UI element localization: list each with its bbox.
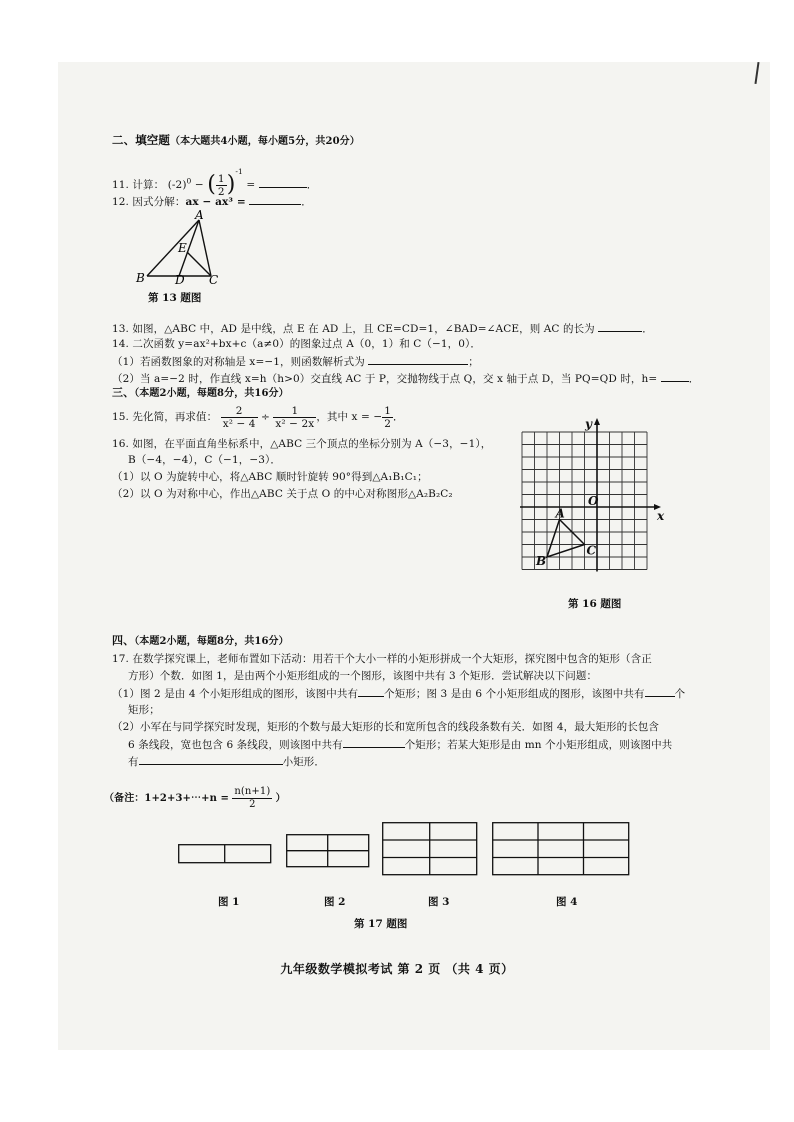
q17-p2c: 个矩形；若某大矩形是由 mn 个小矩形组成，则该图中共: [404, 739, 673, 751]
page-footer: 九年级数学模拟考试 第 2 页 （共 4 页）: [280, 962, 514, 976]
q17-blank-fig4[interactable]: [343, 737, 405, 748]
question-14-part-2: （2）当 a=−2 时，作直线 x=h（h>0）交直线 AC 于 P，交抛物线于点 Q，交 x 轴于点 D，当 PQ=QD 时，h= ．: [112, 373, 700, 385]
section-4-note: （本题2小题，每题8分，共16分）: [134, 636, 289, 647]
q15-c-den: 2: [384, 417, 392, 430]
section-2-header: [112, 133, 360, 149]
question-11: 11. 计算： $(-2)^0$ − ( $\frac{1}{2}$ )$^{-1}$ = ．: [112, 167, 318, 198]
section-2-title: 二、填空题: [112, 133, 170, 147]
fig16-x-label: x: [657, 509, 665, 523]
figure-17-grid-3: [382, 822, 478, 876]
question-16-part-1: （1）以 O 为旋转中心，将△ABC 顺时针旋转 90°得到△A₁B₁C₁；: [112, 471, 428, 483]
q11-outer-exp: -1: [235, 167, 243, 176]
section-3-title: 三、: [112, 386, 135, 399]
fig16-label-c: C: [586, 543, 597, 558]
fig13-label-b: B: [136, 271, 145, 285]
q15-operator: ÷: [261, 411, 270, 423]
q17-note: [104, 784, 286, 814]
q17-blank-mn[interactable]: [139, 754, 283, 765]
q14-part1-text: （1）若函数图象的对称轴是 x=−1，则函数解析式为: [112, 356, 365, 368]
q17-p1a: （1）图 2 是由 4 个小矩形组成的图形，该图中共有: [112, 688, 359, 700]
q17-note-num: n(n+1): [234, 786, 271, 797]
question-16-line-1: 16. 如图，在平面直角坐标系中，△ABC 三个顶点的坐标分别为 A（−3，−1），: [112, 438, 492, 450]
q11-frac-den: 2: [217, 185, 225, 198]
q11-equals: =: [246, 179, 256, 191]
fig16-y-arrow: [594, 418, 600, 425]
q11-label: 11. 计算：: [112, 179, 165, 191]
q17-note-den: 2: [249, 799, 256, 810]
q11-paren-open: (: [207, 172, 216, 197]
fig17-caption-2: 图 2: [324, 896, 346, 908]
q15-label: 15. 先化简，再求值：: [112, 411, 218, 423]
fig16-label-b: B: [536, 554, 547, 568]
question-17-part-2-line-1: （2）小军在与同学探究时发现，矩形的个数与最大矩形的长和宽所包含的线段条数有关．如图 4，最大矩形的长包含: [112, 721, 659, 733]
fig16-origin-label: O: [588, 494, 599, 508]
question-17-part-1: [112, 686, 685, 701]
q17-blank-fig2[interactable]: [358, 686, 384, 697]
fig16-y-label: y: [585, 417, 592, 431]
fig16-label-a: A: [555, 506, 565, 521]
fig13-line-ce: [187, 252, 211, 276]
q15-c-num: 1: [384, 404, 392, 417]
q17-note-fraction: [232, 786, 272, 811]
q17-note-suffix: ）: [275, 793, 286, 804]
q15-fraction-2: [273, 405, 316, 430]
section-3-note: （本题2小题，每题8分，共16分）: [134, 388, 289, 399]
fig17-caption-3: 图 3: [428, 896, 450, 908]
q15-f2-den: x² − 2x: [275, 417, 315, 430]
q14-part2-blank[interactable]: [661, 371, 689, 382]
question-17-part-1-cont: 矩形；: [128, 704, 160, 716]
fig17-caption-4: 图 4: [556, 896, 578, 908]
q15-condition: ，其中 x = −: [316, 411, 383, 423]
q11-minus: −: [194, 179, 204, 191]
q17-p1b: 个矩形；图 3 是由 6 个小矩形组成的图形，该图中共有: [384, 688, 645, 700]
fig13-label-c: C: [209, 273, 219, 287]
figure-13-triangle: [135, 208, 225, 287]
question-15: 15. 先化简，再求值： $\frac{2}{\text{x² − 4}}$ ÷ $\frac{1}{\text{x² − 2x}}$ ，其中 x = − $\frac{1}{2}$ ．: [112, 404, 404, 430]
figure-17-grid-4: [492, 822, 630, 876]
fig13-label-e: E: [178, 241, 187, 255]
question-16-part-2: （2）以 O 为对称中心，作出△ABC 关于点 O 的中心对称图形△A₂B₂C₂: [112, 488, 453, 500]
q13-text: 13. 如图，△ABC 中，AD 是中线，点 E 在 AD 上，且 CE=CD=1，∠BAD=∠ACE，则 AC 的长为: [112, 323, 595, 335]
q15-condition-fraction: [382, 405, 393, 430]
q17-p2b: 6 条线段，宽也包含 6 条线段，则该图中共有: [128, 739, 343, 751]
fig13-line-ab: [147, 220, 199, 276]
section-2-note: （本大题共4小题，每小题5分，共20分）: [170, 136, 360, 147]
q15-f1-num: 2: [221, 405, 258, 418]
question-17-line-2: 方形）个数．如图 1，是由两个小矩形组成的一个图形，该图中共有 3 个矩形．尝试解决以下问题：: [128, 670, 598, 682]
fig13-label-a: A: [195, 208, 204, 222]
question-14-part-1: （1）若函数图象的对称轴是 x=−1，则函数解析式为 ；: [112, 356, 479, 368]
question-12: 12. 因式分解：ax − ax³ = ．: [112, 196, 312, 208]
question-13: 13. 如图，△ABC 中，AD 是中线，点 E 在 AD 上，且 CE=CD=1，∠BAD=∠ACE，则 AC 的长为 ．: [112, 323, 653, 335]
fig17-caption-1: 图 1: [218, 896, 240, 908]
q15-f1-den: x² − 4: [222, 417, 256, 430]
q11-base: (-2): [167, 179, 187, 191]
q17-note-prefix: （备注：1+2+3+⋯+n =: [104, 793, 230, 804]
fig13-caption: 第 13 题图: [148, 292, 202, 304]
q15-fraction-1: [221, 405, 258, 430]
q11-frac-num: 1: [217, 172, 225, 185]
section-3-header: [112, 386, 289, 401]
figure-17-grid-2: [286, 834, 370, 868]
section-4-header: [112, 634, 289, 649]
q11-paren-close: ): [226, 172, 236, 197]
q11-base-exp: 0: [186, 176, 192, 186]
q14-part2-text: （2）当 a=−2 时，作直线 x=h（h>0）交直线 AC 于 P，交抛物线于点 Q，交 x 轴于点 D，当 PQ=QD 时，h=: [112, 373, 658, 385]
figure-17-grid-1: [178, 844, 272, 864]
q13-answer-blank[interactable]: [598, 321, 642, 332]
q17-p2d: 有: [128, 756, 139, 768]
question-17-line-1: 17. 在数学探究课上，老师布置如下活动：用若干个大小一样的小矩形拼成一个大矩形，探究图中包含的矩形（含正: [112, 653, 652, 665]
q17-blank-fig3[interactable]: [645, 686, 675, 697]
q17-p2e: 小矩形．: [282, 756, 326, 768]
fig17-main-caption: 第 17 题图: [354, 918, 408, 930]
question-16-line-2: B（−4，−4），C（−1，−3）．: [128, 454, 281, 466]
q12-expr: ax − ax³ =: [185, 196, 246, 208]
q12-answer-blank[interactable]: [249, 194, 301, 205]
question-17-part-2-line-3: [128, 754, 325, 769]
q12-label: 12. 因式分解：: [112, 196, 186, 208]
figure-16-coordinate-grid: [518, 414, 698, 594]
fig16-triangle-abc: [547, 520, 585, 558]
fig4-outer-rect: [493, 823, 629, 875]
question-17-part-2-line-2: [128, 737, 672, 752]
q15-f2-num: 1: [273, 405, 316, 418]
q14-part1-blank[interactable]: [368, 354, 468, 365]
q17-p1c: 个: [674, 688, 686, 700]
fig13-label-d: D: [175, 273, 185, 287]
q11-answer-blank[interactable]: [259, 177, 307, 188]
section-4-title: 四、: [112, 634, 135, 647]
fig16-caption: 第 16 题图: [568, 598, 622, 610]
question-14-stem: 14. 二次函数 y=ax²+bx+c（a≠0）的图象过点 A（0，1）和 C（−1，0）．: [112, 338, 482, 350]
fig13-line-ac: [199, 220, 211, 276]
